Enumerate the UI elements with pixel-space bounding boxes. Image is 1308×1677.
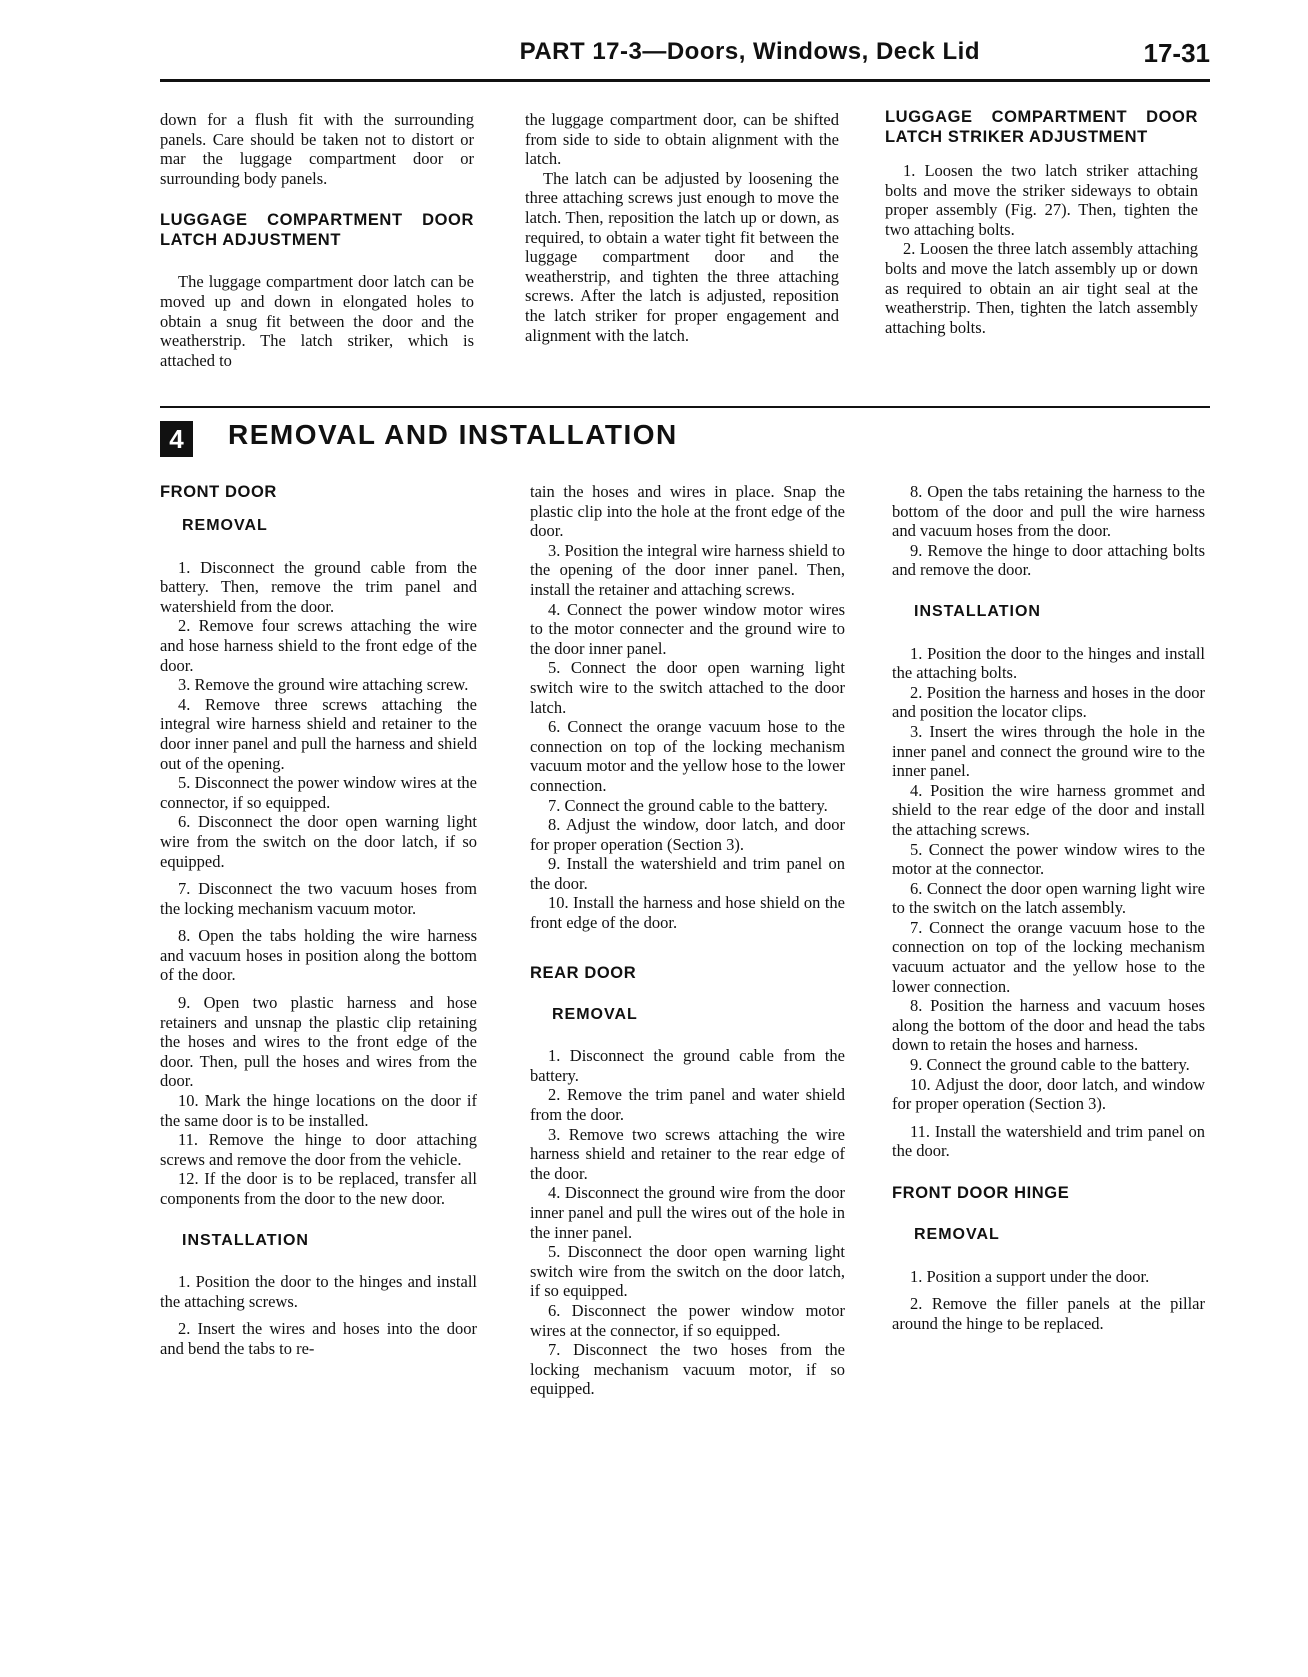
list-item: 8. Adjust the window, door latch, and door for proper operation (Section 3).: [530, 815, 845, 854]
paragraph: down for a flush fit with the surrounding panels. Care should be taken not to distort or mar the luggage compartment door or surrounding body panels.: [160, 110, 474, 188]
subheading: REMOVAL: [914, 1226, 1000, 1243]
list-item: 10. Install the harness and hose shield on the front edge of the door.: [530, 893, 845, 933]
paragraph: The latch can be adjusted by loosening the three attaching screws just enough to move the latch. Then, reposition the latch up or down, as required, to obtain a water tight fit between the luggage compartment door and the weatherstrip, and tighten the three attaching screws. After the latch is adjusted, reposition the latch striker for proper engagement and alignment with the latch.: [525, 168, 839, 345]
list-item: 1. Position the door to the hinges and install the attaching bolts.: [892, 643, 1205, 683]
list-item: 1. Position a support under the door.: [910, 1266, 1150, 1286]
list-item: 4. Position the wire harness grommet and shield to the rear edge of the door and install the attaching screws.: [892, 780, 1205, 839]
list-item: 12. If the door is to be replaced, transfer all components from the door to the new door.: [160, 1169, 477, 1208]
section-heading: LUGGAGE COMPARTMENT DOOR LATCH STRIKER ADJUSTMENT: [885, 108, 1198, 146]
list-item: 5. Connect the power window wires to the motor at the connector.: [892, 839, 1205, 879]
list-item: 2. Insert the wires and hoses into the door and bend the tabs to re-: [160, 1319, 477, 1358]
list-item: tain the hoses and wires in place. Snap the plastic clip into the hole at the front edge of the door.: [530, 482, 845, 541]
list-item: 6. Connect the door open warning light wire to the switch on the latch assembly.: [892, 878, 1205, 918]
subsection-heading: REAR DOOR: [530, 963, 637, 982]
list-item: 8. Position the harness and vacuum hoses along the bottom of the door and head the tabs down to retain the hoses and harness.: [892, 996, 1205, 1055]
subsection-heading: FRONT DOOR HINGE: [892, 1184, 1070, 1202]
list-item: 2. Remove four screws attaching the wire and hose harness shield to the front edge of the door.: [160, 616, 477, 675]
list-item: 7. Disconnect the two vacuum hoses from the locking mechanism vacuum motor.: [160, 879, 477, 918]
list-item: 11. Remove the hinge to door attaching screws and remove the door from the vehicle.: [160, 1130, 477, 1169]
paragraph: 1. Loosen the two latch striker attaching bolts and move the striker sideways to obtain proper assembly (Fig. 27). Then, tighten the two attaching bolts.: [885, 161, 1198, 239]
list-item: 7. Connect the ground cable to the battery.: [548, 795, 828, 815]
list-item: 4. Remove three screws attaching the integral wire harness shield and retainer to the door inner panel and pull the harness and shield out of the opening.: [160, 694, 477, 773]
section-number-badge: 4: [160, 421, 193, 457]
list-item: 6. Disconnect the power window motor wires at the connector, if so equipped.: [530, 1300, 845, 1340]
list-item: 1. Disconnect the ground cable from the battery. Then, remove the trim panel and watershield from the door.: [160, 557, 477, 616]
list-item: 1. Position the door to the hinges and install the attaching screws.: [160, 1272, 477, 1311]
list-item: 9. Install the watershield and trim panel on the door.: [530, 854, 845, 893]
subheading: INSTALLATION: [914, 602, 1041, 620]
list-item: 10. Adjust the door, door latch, and window for proper operation (Section 3).: [892, 1074, 1205, 1114]
subsection-heading: FRONT DOOR: [160, 483, 277, 501]
list-item: 5. Disconnect the door open warning light switch wire from the switch on the door latch, if so equipped.: [530, 1242, 845, 1301]
list-item: 9. Remove the hinge to door attaching bolts and remove the door.: [892, 540, 1205, 580]
list-item: 5. Connect the door open warning light switch wire to the switch attached to the door latch.: [530, 658, 845, 717]
subheading: REMOVAL: [182, 517, 268, 534]
list-item: 7. Disconnect the two hoses from the locking mechanism vacuum motor, if so equipped.: [530, 1340, 845, 1399]
section-title: REMOVAL AND INSTALLATION: [228, 419, 678, 450]
section-rule: [160, 406, 1210, 408]
list-item: 5. Disconnect the power window wires at the connector, if so equipped.: [160, 773, 477, 812]
paragraph: The luggage compartment door latch can be moved up and down in elongated holes to obtain a snug fit between the door and the weatherstrip. The latch striker, which is attached to: [160, 272, 474, 370]
list-item: 4. Connect the power window motor wires to the motor connecter and the ground wire to the door inner panel.: [530, 599, 845, 658]
page-number: 17-31: [1143, 38, 1210, 68]
list-item: 4. Disconnect the ground wire from the door inner panel and pull the wires out of the hole in the inner panel.: [530, 1183, 845, 1242]
list-item: 7. Connect the orange vacuum hose to the connection on top of the locking mechanism vacuum actuator and the yellow hose to the lower connection.: [892, 917, 1205, 996]
list-item: 1. Disconnect the ground cable from the battery.: [530, 1046, 845, 1085]
top-column-2: [525, 110, 839, 345]
column-2: [530, 482, 845, 1399]
page-header: [160, 30, 1210, 84]
header-rule: [160, 79, 1210, 82]
page-title: PART 17-3—Doors, Windows, Deck Lid: [519, 38, 980, 65]
subheading: INSTALLATION: [182, 1231, 309, 1249]
subheading: REMOVAL: [552, 1005, 638, 1023]
list-item: 3. Remove the ground wire attaching screw.: [178, 675, 469, 695]
list-item: 2. Remove the filler panels at the pillar around the hinge to be replaced.: [892, 1294, 1205, 1333]
paragraph: 2. Loosen the three latch assembly attaching bolts and move the latch assembly up or down as required to obtain an air tight seal at the weatherstrip. Then, tighten the latch assembly attaching bolts.: [885, 239, 1198, 337]
list-item: 2. Remove the trim panel and water shield from the door.: [530, 1085, 845, 1125]
list-item: 6. Disconnect the door open warning light wire from the switch on the door latch, if so equipped.: [160, 812, 477, 871]
list-item: 8. Open the tabs retaining the harness to the bottom of the door and pull the wire harness and vacuum hoses from the door.: [892, 482, 1205, 541]
section-heading: LUGGAGE COMPARTMENT DOOR LATCH ADJUSTMENT: [160, 211, 474, 250]
list-item: 10. Mark the hinge locations on the door if the same door is to be installed.: [160, 1091, 477, 1130]
column-1: [160, 482, 477, 1359]
list-item: 9. Open two plastic harness and hose retainers and unsnap the plastic clip retaining the hoses and wires to the front edge of the door. Then, pull the hoses and wires from the door.: [160, 993, 477, 1091]
list-item: 3. Insert the wires through the hole in the inner panel and connect the ground wire to the inner panel.: [892, 721, 1205, 781]
list-item: 3. Position the integral wire harness shield to the opening of the door inner panel. Then, install the retainer and attaching screws.: [530, 540, 845, 599]
list-item: 8. Open the tabs holding the wire harness and vacuum hoses in position along the bottom of the door.: [160, 926, 477, 985]
list-item: 3. Remove two screws attaching the wire harness shield and retainer to the rear edge of the door.: [530, 1124, 845, 1183]
list-item: 6. Connect the orange vacuum hose to the connection on top of the locking mechanism vacuum motor and the yellow hose to the lower connection.: [530, 717, 845, 795]
list-item: 9. Connect the ground cable to the battery.: [910, 1055, 1190, 1075]
column-3: [892, 482, 1205, 1333]
paragraph: the luggage compartment door, can be shifted from side to side to obtain alignment with the latch.: [525, 110, 839, 169]
top-column-3: [885, 107, 1198, 337]
list-item: 11. Install the watershield and trim panel on the door.: [892, 1121, 1205, 1161]
top-column-1: [160, 110, 474, 370]
list-item: 2. Position the harness and hoses in the door and position the locator clips.: [892, 682, 1205, 722]
